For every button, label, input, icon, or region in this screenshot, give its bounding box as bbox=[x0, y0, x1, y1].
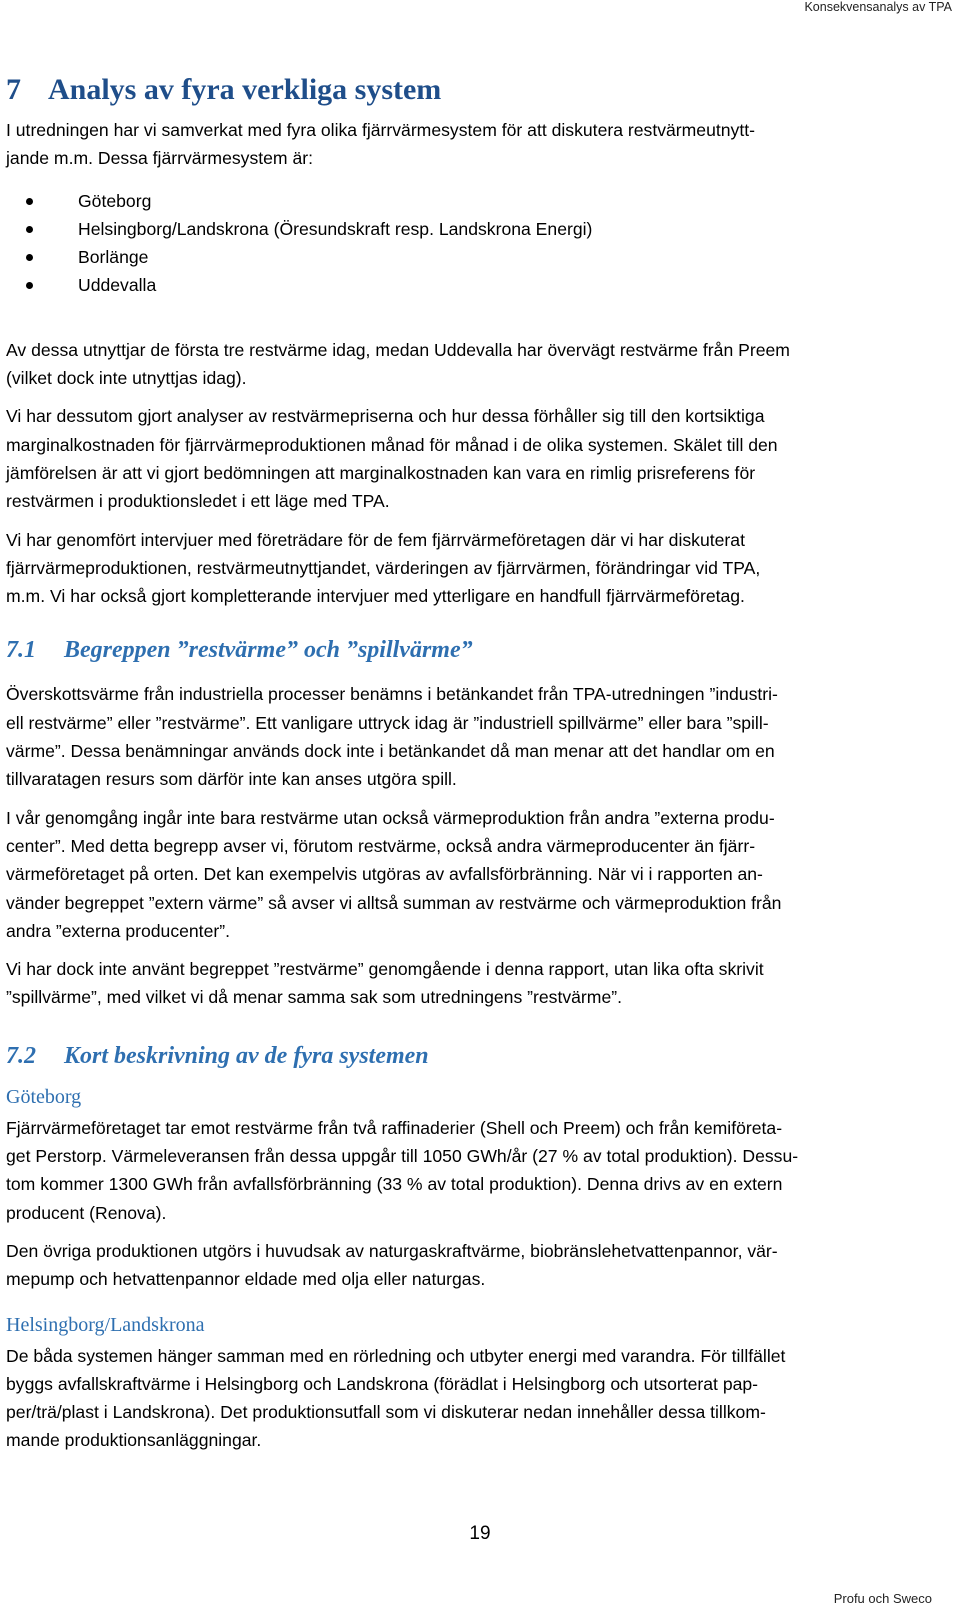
section-title: Begreppen ”restvärme” och ”spillvärme” bbox=[64, 637, 473, 664]
footer-company: Profu och Sweco bbox=[833, 1591, 932, 1606]
paragraph-definition: Överskottsvärme från industriella processer benämns i betänkandet från TPA-utredningen ”industri- ell restvärme” eller ”restvärme”. Ett vanligare uttryck idag är ”industriell spillvärme” eller bara ”spill- värme”. Dessa benämningar används dock inte i betänkandet då man menar att det handlar om en tillvaratagen resurs som därför inte kan anses utgöra spill. bbox=[6, 684, 778, 790]
list-item: Borlänge bbox=[6, 243, 946, 271]
paragraph-interviews: Vi har genomfört intervjuer med företrädare för de fem fjärrvärmeföretagen där vi har diskuterat fjärrvärmeproduktionen, restvärmeutnyttjandet, värderingen av fjärrvärmen, förändringar vid TPA, m.m. Vi har också gjort kompletterande intervjuer med ytterligare en handfull fjärrvärmeföretag. bbox=[6, 529, 761, 607]
running-header: Konsekvensanalys av TPA bbox=[804, 0, 952, 14]
page-content bbox=[6, 70, 946, 1455]
section-heading-7-2 bbox=[6, 1038, 946, 1074]
section-number: 7.1 bbox=[6, 637, 36, 664]
section-title: Analys av fyra verkliga system bbox=[48, 73, 442, 106]
bullet-icon bbox=[26, 198, 33, 205]
section-title: Kort beskrivning av de fyra systemen bbox=[64, 1042, 429, 1069]
subheading-goteborg: Göteborg bbox=[6, 1085, 82, 1108]
systems-list bbox=[6, 187, 946, 300]
paragraph-helsingborg-1: De båda systemen hänger samman med en rörledning och utbyter energi med varandra. För tillfället byggs avfallskraftvärme i Helsingborg och Landskrona (förädlat i Helsingborg och utsorterat pap- per/trä/plast i Landskrona). Det produktionsutfall som vi diskuterar nedan innehåller dessa tillkom- mande produktionsanläggningar. bbox=[6, 1345, 786, 1451]
bullet-icon bbox=[26, 226, 33, 233]
bullet-icon bbox=[26, 282, 33, 289]
paragraph-goteborg-2: Den övriga produktionen utgörs i huvudsak av naturgaskraftvärme, biobränslehetvattenpannor, vär- mepump och hetvattenpannor eldade med olja eller naturgas. bbox=[6, 1240, 778, 1290]
list-item: Helsingborg/Landskrona (Öresundskraft resp. Landskrona Energi) bbox=[6, 215, 946, 243]
paragraph-goteborg-1: Fjärrvärmeföretaget tar emot restvärme från två raffinaderier (Shell och Preem) och från kemiföreta- get Perstorp. Värmeleveransen från dessa uppgår till 1050 GWh/år (27 % av total produktion). Dessu- tom kommer 1300 GWh från avfallsförbränning (33 % av total produktion). Denna drivs av en extern producent (Renova). bbox=[6, 1117, 799, 1223]
intro-paragraph: I utredningen har vi samverkat med fyra olika fjärrvärmesystem för att diskutera restvärmeutnytt- jande m.m. Dessa fjärrvärmesystem är: bbox=[6, 120, 755, 169]
section-number: 7 bbox=[6, 73, 21, 106]
paragraph-usage: Av dessa utnyttjar de första tre restvärme idag, medan Uddevalla har övervägt restvärme från Preem (vilket dock inte utnyttjas idag). bbox=[6, 339, 790, 389]
paragraph-terminology: Vi har dock inte använt begreppet ”restvärme” genomgående i denna rapport, utan lika ofta skrivit ”spillvärme”, med vilket vi då menar samma sak som utredningens ”restvärme”. bbox=[6, 959, 764, 1008]
list-item: Göteborg bbox=[6, 187, 946, 215]
section-heading-7 bbox=[6, 70, 946, 110]
page-number: 19 bbox=[469, 1523, 491, 1544]
section-heading-7-1 bbox=[6, 632, 946, 668]
paragraph-analysis: Vi har dessutom gjort analyser av restvärmepriserna och hur dessa förhåller sig till den kortsiktiga marginalkostnaden för fjärrvärmeproduktionen månad för månad i de olika systemen. Skälet till den jämförelsen är att vi gjort bedömningen att marginalkostnaden kan vara en rimlig prisreferens för restvärmen i produktionsledet i ett läge med TPA. bbox=[6, 406, 778, 512]
subheading-helsingborg: Helsingborg/Landskrona bbox=[6, 1313, 205, 1336]
paragraph-external-producers: I vår genomgång ingår inte bara restvärme utan också värmeproduktion från andra ”externa produ- center”. Med detta begrepp avser vi, förutom restvärme, också andra värmeproducenter än fjärr- värmeföretaget på orten. Det kan exempelvis utgöras av avfallsförbränning. När vi i rapporten an- vänder begreppet ”extern värme” så avser vi alltså summan av restvärme och värmeproduktion från andra ”externa producenter”. bbox=[6, 807, 782, 941]
list-item: Uddevalla bbox=[6, 271, 946, 299]
section-number: 7.2 bbox=[6, 1042, 36, 1069]
bullet-icon bbox=[26, 254, 33, 261]
